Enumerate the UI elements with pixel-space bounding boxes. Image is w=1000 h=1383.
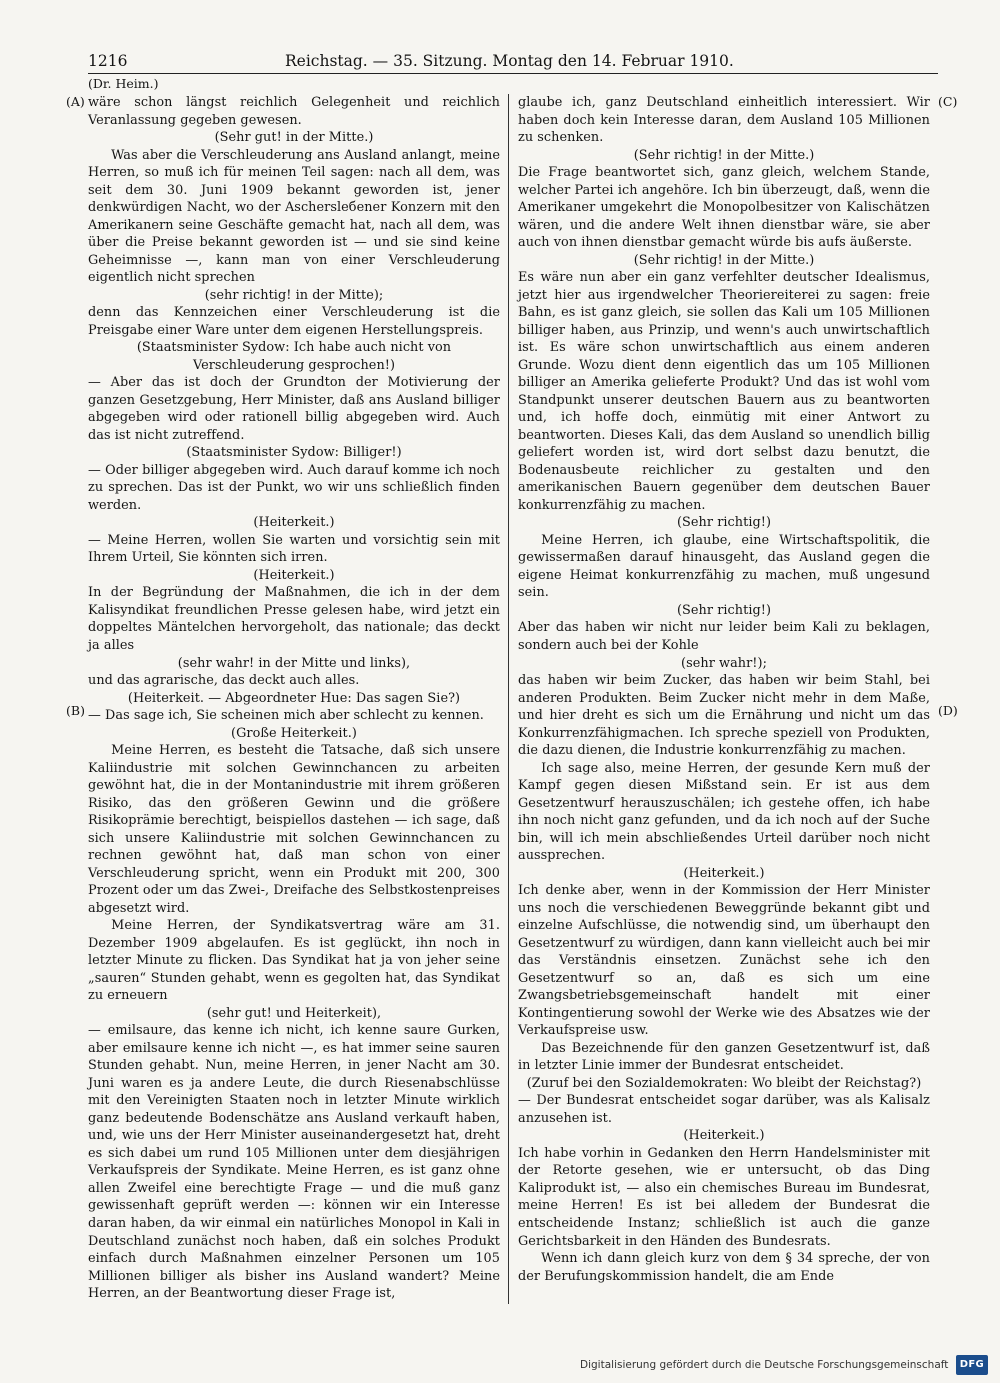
paragraph: Meine Herren, der Syndikatsvertrag wäre am 31. Dezember 1909 abgelaufen. Es ist geglückt, ihn noch in letzter Minute zu flicken. Das Syndikat hat ja von jeher seine „sauren“ Stunden gehabt, wenn es gegolten hat, das Syndikat zu erneuern (88, 918, 500, 1004)
interjection: (Zuruf bei den Sozialdemokraten: Wo bleibt der Reichstag?) (526, 1075, 922, 1091)
interjection: (sehr wahr! in der Mitte und links), (177, 655, 411, 671)
paragraph: denn das Kennzeichen einer Verschleuderung ist die Preisgabe einer Ware unter dem eigenen Herstellungspreis. (88, 305, 500, 338)
interjection: (Heiterkeit.) (683, 865, 765, 881)
footer-text: Digitalisierung gefördert durch die Deutsche Forschungsgemeinschaft (580, 1359, 949, 1371)
paragraph: glaube ich, ganz Deutschland einheitlich interessiert. Wir haben doch kein Interesse daran, dem Ausland 105 Millionen zu schenken. (518, 95, 930, 146)
paragraph: — Oder billiger abgegeben wird. Auch darauf komme ich noch zu sprechen. Das ist der Punkt, wo wir uns schließlich finden werden. (88, 462, 500, 513)
dfg-logo: DFG (956, 1355, 988, 1375)
paragraph: Meine Herren, ich glaube, eine Wirtschaftspolitik, die gewissermaßen darauf hinausgeht, das Ausland gegen die eigene Heimat konkurrenzfähig zu machen, muß ungesund sein. (518, 532, 930, 601)
margin-mark-c: (C) (938, 94, 958, 109)
paragraph: und das agrarische, das deckt auch alles. (88, 673, 360, 689)
paragraph: Meine Herren, es besteht die Tatsache, daß sich unsere Kaliindustrie mit solchen Gewinnchancen zu arbeiten gewöhnt hat, die in der Montanindustrie mit ihrem größeren Risiko, das den größeren Gewinn und die größere Risikoprämie berechtigt, beispiellos dastehen — ich sage, daß sich unsere Kaliindustrie mit solchen Gewinnchancen zu rechnen gewöhnt hat, daß man schon von einer Verschleuderung spricht, wenn ein Produkt mit 200, 300 Prozent oder um das Zwei-, Dreifache des Selbstkostenpreises abgesetzt wird. (88, 743, 500, 916)
paragraph: — Meine Herren, wollen Sie warten und vorsichtig sein mit Ihrem Urteil, Sie könnten sich irren. (88, 532, 500, 566)
paragraph: — Der Bundesrat entscheidet sogar darüber, was als Kalisalz anzusehen ist. (518, 1093, 930, 1126)
interjection: (Große Heiterkeit.) (231, 725, 357, 741)
margin-mark-a: (A) (66, 94, 85, 109)
page-number: 1216 (88, 52, 128, 70)
paragraph: — emilsaure, das kenne ich nicht, ich kenne saure Gurken, aber emilsaure kenne ich nicht —, es hat immer seine sauren Stunden gehabt. Nun, meine Herren, in jener Nacht am 30. Juni waren es ja andere Leute, die durch Riesenabschlüsse mit den Vereinigten Staaten noch in letzter Minute wirklich ganz bedeutende Bodenschätze ans Ausland verkauft haben, und, wie uns der Herr Minister auseinandergesetzt hat, dreht es sich dabei um rund 105 Millionen unter dem diesjährigen Verkaufspreis der Syndikate. Meine Herren, es ist ganz ohne allen Zweifel eine berechtigte Frage — und die muß ganz gewissenhaft geprüft werden —: können wir ein Interesse daran haben, da wir einmal ein natürliches Monopol in Kali in Deutschland zunächst noch haben, daß ein solches Produkt einfach durch Maßnahmen einzelner Personen um 105 Millionen billiger als bisher ins Ausland wandert? Meine Herren, an der Beantwortung dieser Frage ist, (88, 1023, 500, 1302)
interjection: (Heiterkeit. — Abgeordneter Hue: Das sagen Sie?) (127, 690, 461, 706)
margin-mark-b: (B) (66, 703, 85, 718)
paragraph: wäre schon längst reichlich Gelegenheit und reichlich Veranlassung gegeben gewesen. (88, 95, 500, 128)
page-header (88, 50, 938, 72)
interjection: (Sehr richtig!) (676, 602, 772, 618)
paragraph: Was aber die Verschleuderung ans Ausland anlangt, meine Herren, so muß ich für meinen Teil sagen: nach all dem, was seit dem 30. Juni 1909 bekannt geworden ist, jener denkwürdigen Nacht, wo der Aschersleбener Konzern mit den Amerikanern seine Geschäfte gemacht hat, nach all dem, was über die Preise bekannt geworden ist — und sie sind keine Geheimnisse —, kann man von einer Verschleuderung eigentlich nicht sprechen (88, 147, 500, 286)
paragraph: Das Bezeichnende für den ganzen Gesetzentwurf ist, daß in letzter Linie immer der Bundesrat entscheidet. (518, 1040, 930, 1074)
right-column (518, 94, 930, 1285)
interjection: (Heiterkeit.) (253, 567, 335, 583)
interjection: (Heiterkeit.) (683, 1128, 765, 1144)
paragraph: Ich sage also, meine Herren, der gesunde Kern muß der Kampf gegen diesen Mißstand sein. Er ist aus dem Gesetzentwurf herauszuschälen; ich gestehe offen, ich habe ihn noch nicht ganz gefunden, und da ich noch auf der Suche bin, will ich mein abschließendes Urteil darüber noch nicht aussprechen. (518, 760, 930, 864)
interjection: (Sehr richtig!) (676, 515, 772, 531)
column-divider (508, 94, 509, 1304)
paragraph: Aber das haben wir nicht nur leider beim Kali zu beklagen, sondern auch bei der Kohle (518, 620, 930, 653)
paragraph: — Aber das ist doch der Grundton der Motivierung der ganzen Gesetzgebung, Herr Minister, daß ans Ausland billiger abgegeben wird oder rationell billig abgegeben wird. Auch das ist nicht zutreffend. (88, 375, 500, 443)
footer-credit (580, 1355, 988, 1373)
interjection: (Heiterkeit.) (253, 515, 335, 531)
interjection: (sehr wahr!); (681, 655, 767, 671)
paragraph: — Das sage ich, Sie scheinen mich aber schlecht zu kennen. (88, 708, 484, 724)
margin-mark-d: (D) (938, 703, 958, 718)
interjection: (sehr richtig! in der Mitte); (204, 287, 384, 303)
interjection: (Sehr richtig! in der Mitte.) (633, 252, 815, 268)
paragraph: Ich denke aber, wenn in der Kommission der Herr Minister uns noch die verschiedenen Beweggründe bekannt gibt und einzelne Aufschlüsse, die notwendig sind, um überhaupt den Gesetzentwurf zu würdigen, dann kann vielleicht auch bei mir das Verständnis einsetzen. Zunächst sehe ich den Gesetzentwurf so an, daß es sich um eine Zwangsbetriebsgemeinschaft handelt mit einer Kontingentierung sowohl der Werke wie des Absatzes wie der Verkaufspreise usw. (518, 883, 930, 1039)
paragraph: Die Frage beantwortet sich, ganz gleich, welchem Stande, welcher Partei ich angehöre. Ich bin überzeugt, daß, wenn die Amerikaner umgekehrt die Monopolbesitzer von Kalischätzen wären, und die andere Welt ihnen dienstbar wäre, sie aber auch von ihnen dienstbar gemacht würde bis aufs äußerste. (518, 165, 930, 251)
interjection: (Staatsminister Sydow: Billiger!) (186, 445, 402, 461)
interjection: (Staatsminister Sydow: Ich habe auch nicht von Verschleuderung gesprochen!) (136, 340, 452, 373)
speaker-label: (Dr. Heim.) (88, 76, 159, 91)
paragraph: In der Begründung der Maßnahmen, die ich in der dem Kalisyndikat freundlichen Presse gelesen habe, wird jetzt ein doppeltes Mäntelchen hervorgeholt, das nationale; das deckt ja alles (88, 585, 500, 653)
left-column (88, 94, 500, 1303)
interjection: (Sehr gut! in der Mitte.) (214, 130, 374, 146)
running-title: Reichstag. — 35. Sitzung. Montag den 14. Februar 1910. (285, 52, 734, 70)
paragraph: Es wäre nun aber ein ganz verfehlter deutscher Idealismus, jetzt hier aus irgendwelcher Theoriereiterei zu sagen: freie Bahn, es ist ganz gleich, sie sollen das Kali um 105 Millionen billiger haben, aus Prinzip, und wenn's auch unwirtschaftlich ist. Es wäre schon unwirtschaftlich aus einem anderen Grunde. Wozu dient denn eigentlich das um 105 Millionen billiger an Amerika gelieferte Produkt? Und das ist wohl vom Standpunkt unserer deutschen Bauern aus zu beantworten und, ich hoffe doch, einmütig mit einer Antwort zu beantworten. Dieses Kali, das dem Ausland so unendlich billig geliefert worden ist, wird dort selbst dazu benutzt, die Bodenausbeute reichlicher zu gestalten und den amerikanischen Bauern gegenüber dem deutschen Bauer konkurrenzfähig zu machen. (518, 270, 930, 513)
interjection: (sehr gut! und Heiterkeit), (206, 1005, 382, 1021)
paragraph: Ich habe vorhin in Gedanken den Herrn Handelsminister mit der Retorte gesehen, wie er untersucht, ob das Ding Kaliprodukt ist, — also ein chemisches Bureau im Bundesrat, meine Herren! Es ist bei alledem der Bundesrat die entscheidende Instanz; schließlich ist auch die ganze Gerichtsbarkeit in den Händen des Bundesrats. (518, 1145, 930, 1249)
interjection: (Sehr richtig! in der Mitte.) (633, 147, 815, 163)
paragraph: das haben wir beim Zucker, das haben wir beim Stahl, bei anderen Produkten. Beim Zucker nicht mehr in dem Maße, und hier dreht es sich um die Ernährung und nicht um das Konkurrenzfähigmachen. Ich spreche speziell von Produkten, die dazu dienen, die Industrie konkurrenzfähig zu machen. (518, 673, 930, 759)
header-rule (88, 73, 938, 74)
paragraph: Wenn ich dann gleich kurz von dem § 34 spreche, der von der Berufungskommission handelt, die am Ende (518, 1251, 930, 1284)
